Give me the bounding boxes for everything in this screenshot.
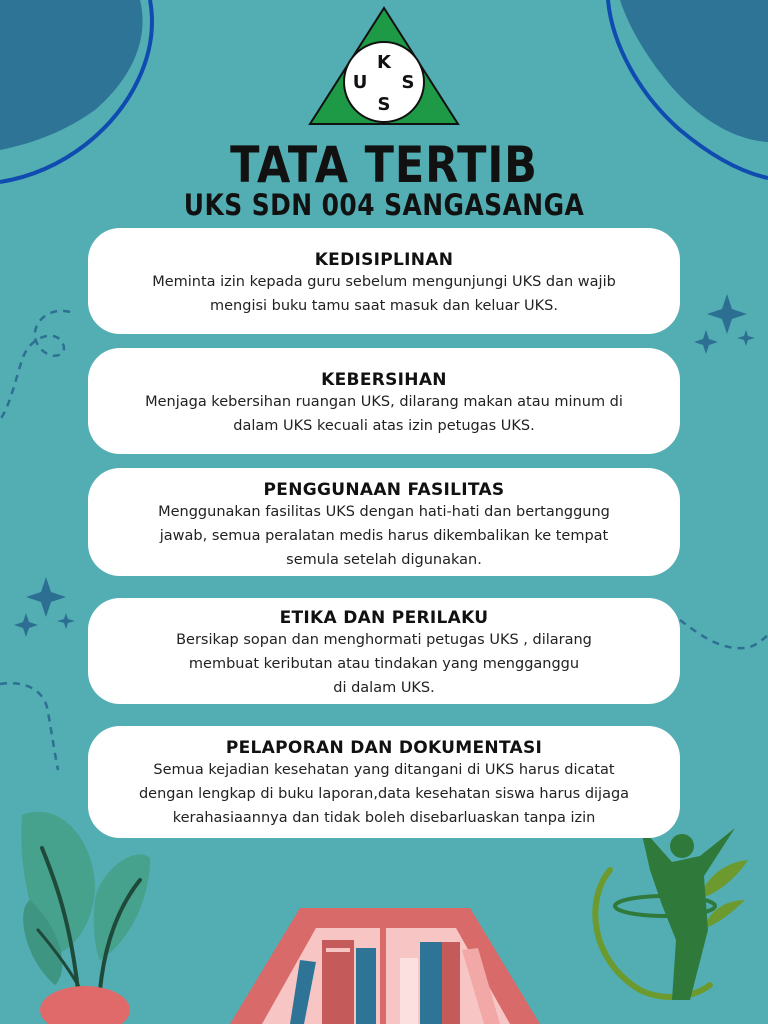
dashed-curve-left-upper xyxy=(0,311,70,420)
top-right-blob xyxy=(620,0,768,142)
sparkles-right xyxy=(694,294,755,354)
plant-illustration xyxy=(21,812,150,1024)
logo-letter-s-bottom: S xyxy=(377,94,391,115)
rule-card-etika-dan-perilaku xyxy=(88,598,680,704)
logo-letter-u: U xyxy=(352,72,368,93)
rule-text: Menggunakan fasilitas UKS dengan hati-hati dan bertanggung jawab, semua peralatan medis harus dikembalikan ke tempat semula setelah digunakan. xyxy=(158,504,610,568)
rule-text: Bersikap sopan dan menghormati petugas UKS , dilarang membuat keributan atau tindakan yang mengganggu di dalam UKS. xyxy=(176,632,592,696)
dashed-curve-right xyxy=(680,620,768,648)
sparkles-left xyxy=(14,577,75,637)
rule-card-kebersihan xyxy=(88,348,680,454)
rule-heading: PELAPORAN DAN DOKUMENTASI xyxy=(225,738,543,758)
page-subtitle: UKS SDN 004 SANGASANGA xyxy=(183,188,585,222)
rule-text: Meminta izin kepada guru sebelum mengunjungi UKS dan wajib mengisi buku tamu saat masuk dan keluar UKS. xyxy=(152,274,616,314)
top-left-blob xyxy=(0,0,143,150)
rule-text: Semua kejadian kesehatan yang ditangani di UKS harus dicatat dengan lengkap di buku laporan,data kesehatan siswa harus dijaga kerahasiaannya dan tidak boleh disebarluaskan tanpa izin xyxy=(138,762,630,826)
rule-heading: KEDISIPLINAN xyxy=(314,250,454,270)
rule-card-kedisiplinan xyxy=(88,228,680,334)
rule-card-pelaporan-dan-dokumentasi xyxy=(88,726,680,838)
bookshelf-illustration xyxy=(230,908,540,1024)
logo-letter-s-right: S xyxy=(401,72,415,93)
rule-heading: PENGGUNAAN FASILITAS xyxy=(263,480,505,500)
dashed-curve-left-lower xyxy=(0,683,58,770)
rule-text: Menjaga kebersihan ruangan UKS, dilarang makan atau minum di dalam UKS kecuali atas izin petugas UKS. xyxy=(145,394,623,434)
rule-heading: KEBERSIHAN xyxy=(321,370,447,390)
rule-heading: ETIKA DAN PERILAKU xyxy=(279,608,489,628)
page-title: TATA TERTIB xyxy=(230,136,538,194)
uks-logo xyxy=(310,8,458,124)
logo-letter-k: K xyxy=(377,52,391,73)
rule-card-penggunaan-fasilitas xyxy=(88,468,680,576)
plant-pot xyxy=(40,986,130,1024)
health-figure-illustration xyxy=(595,826,748,1000)
